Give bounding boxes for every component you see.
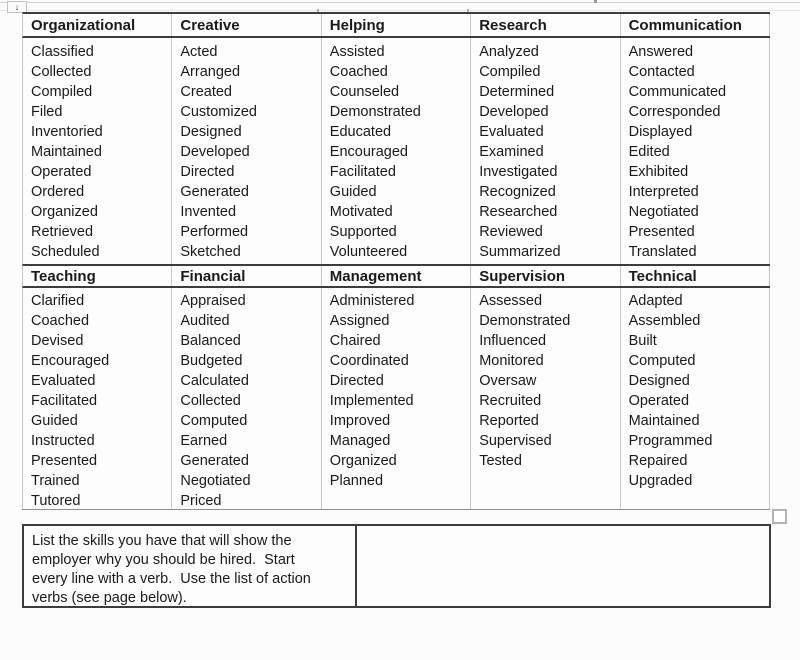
verb-item: Ordered [31, 184, 85, 200]
verb-item: Tutored [31, 493, 81, 509]
column-header-creative: Creative [172, 14, 321, 36]
verb-list-organizational [23, 38, 172, 264]
verb-item: Collected [180, 393, 241, 409]
verb-item: Researched [479, 204, 558, 220]
verb-item: Assigned [329, 313, 390, 329]
verb-item: Collected [31, 64, 92, 80]
verb-list-research [471, 38, 620, 264]
verb-item: Analyzed [479, 44, 539, 60]
down-arrow-icon: ↓ [14, 1, 20, 12]
verb-item: Exhibited [628, 164, 689, 180]
verb-item: Encouraged [31, 353, 110, 369]
verb-item: Displayed [628, 124, 693, 140]
verb-item: Translated [628, 244, 697, 260]
verb-item: Contacted [628, 64, 695, 80]
instruction-text-line: verbs (see page below). [32, 590, 187, 606]
verb-item: Encouraged [329, 144, 408, 160]
verb-item: Managed [329, 433, 391, 449]
verb-item: Clarified [31, 293, 85, 309]
action-verb-table [22, 12, 770, 510]
verb-list-management [322, 288, 471, 509]
verb-item: Motivated [329, 204, 393, 220]
verb-item: Facilitated [31, 393, 98, 409]
verb-list-supervision [471, 288, 620, 509]
verb-item: Presented [31, 453, 98, 469]
verb-item: Corresponded [628, 104, 721, 120]
verb-item: Sketched [180, 244, 241, 260]
verb-item: Designed [628, 373, 690, 389]
verb-item: Improved [329, 413, 391, 429]
verb-list-technical [621, 288, 770, 509]
verb-item: Organized [329, 453, 397, 469]
verb-item: Tested [479, 453, 522, 469]
verb-item: Calculated [180, 373, 249, 389]
verb-item: Generated [180, 453, 249, 469]
verb-item: Organized [31, 204, 98, 220]
verb-item: Coached [31, 313, 90, 329]
verb-item: Developed [479, 104, 549, 120]
verb-item: Trained [31, 473, 80, 489]
verb-item: Influenced [479, 333, 547, 349]
column-header-financial: Financial [172, 266, 321, 286]
instruction-text-line: employer why you should be hired. Start [32, 552, 295, 568]
verb-table-body-row [22, 288, 770, 509]
verb-item: Summarized [479, 244, 561, 260]
verb-item: Assembled [628, 313, 701, 329]
column-header-organizational: Organizational [23, 14, 172, 36]
verb-item: Negotiated [628, 204, 699, 220]
ruler-bottom-edge [0, 2, 800, 3]
verb-item: Audited [180, 313, 230, 329]
verb-table-header-row [22, 12, 770, 38]
verb-item: Acted [180, 44, 218, 60]
verb-item: Guided [329, 184, 377, 200]
skills-instruction-cell [24, 526, 357, 606]
verb-item: Administered [329, 293, 415, 309]
verb-item: Computed [628, 353, 696, 369]
verb-item: Recognized [479, 184, 556, 200]
instruction-text-line: every line with a verb. Use the list of action [32, 571, 311, 587]
verb-list-helping [322, 38, 471, 264]
skills-instruction-table [22, 524, 771, 608]
verb-item: Assisted [329, 44, 385, 60]
verb-item: Built [628, 333, 657, 349]
verb-item: Programmed [628, 433, 713, 449]
verb-item: Priced [180, 493, 222, 509]
verb-item: Created [180, 84, 232, 100]
verb-item: Examined [479, 144, 544, 160]
verb-item: Oversaw [479, 373, 537, 389]
verb-item: Volunteered [329, 244, 408, 260]
verb-item: Implemented [329, 393, 414, 409]
verb-item: Assessed [479, 293, 543, 309]
verb-item: Earned [180, 433, 228, 449]
verb-item: Reported [479, 413, 539, 429]
verb-item: Presented [628, 224, 695, 240]
verb-item: Computed [180, 413, 248, 429]
verb-list-teaching [23, 288, 172, 509]
verb-item: Compiled [31, 84, 93, 100]
verb-item: Operated [31, 164, 92, 180]
instruction-text-line: List the skills you have that will show the [32, 533, 292, 549]
verb-item: Directed [329, 373, 384, 389]
verb-item: Facilitated [329, 164, 396, 180]
column-header-helping: Helping [322, 14, 471, 36]
verb-item: Inventoried [31, 124, 103, 140]
verb-item: Coached [329, 64, 388, 80]
verb-item: Determined [479, 84, 555, 100]
verb-item: Developed [180, 144, 250, 160]
verb-item: Evaluated [479, 124, 544, 140]
verb-item: Instructed [31, 433, 95, 449]
column-header-communication: Communication [621, 14, 770, 36]
verb-list-financial [172, 288, 321, 509]
verb-item: Classified [31, 44, 94, 60]
verb-item: Coordinated [329, 353, 409, 369]
verb-item: Supervised [479, 433, 552, 449]
verb-item: Interpreted [628, 184, 699, 200]
verb-item: Designed [180, 124, 242, 140]
column-header-teaching: Teaching [23, 266, 172, 286]
verb-item: Filed [31, 104, 63, 120]
verb-item: Scheduled [31, 244, 100, 260]
ruler-faint-line [0, 10, 800, 11]
verb-item: Communicated [628, 84, 727, 100]
verb-item: Negotiated [180, 473, 251, 489]
verb-item: Invented [180, 204, 237, 220]
verb-item: Customized [180, 104, 257, 120]
verb-item: Directed [180, 164, 235, 180]
verb-item: Edited [628, 144, 670, 160]
verb-item: Counseled [329, 84, 400, 100]
verb-item: Supported [329, 224, 397, 240]
verb-item: Planned [329, 473, 384, 489]
verb-item: Maintained [31, 144, 102, 160]
table-resize-handle[interactable] [772, 509, 787, 524]
verb-item: Demonstrated [479, 313, 571, 329]
verb-item: Recruited [479, 393, 542, 409]
column-header-technical: Technical [621, 266, 770, 286]
verb-item: Chaired [329, 333, 381, 349]
verb-list-communication [621, 38, 770, 264]
verb-item: Repaired [628, 453, 688, 469]
verb-item: Devised [31, 333, 84, 349]
verb-item: Answered [628, 44, 694, 60]
verb-list-creative [172, 38, 321, 264]
verb-item: Investigated [479, 164, 558, 180]
verb-item: Maintained [628, 413, 700, 429]
verb-item: Evaluated [31, 373, 96, 389]
verb-item: Appraised [180, 293, 246, 309]
verb-item: Monitored [479, 353, 544, 369]
column-header-supervision: Supervision [471, 266, 620, 286]
column-header-research: Research [471, 14, 620, 36]
verb-item: Demonstrated [329, 104, 421, 120]
verb-item: Adapted [628, 293, 683, 309]
verb-item: Generated [180, 184, 249, 200]
verb-item: Compiled [479, 64, 541, 80]
verb-table-body-row [22, 38, 770, 264]
verb-item: Guided [31, 413, 78, 429]
verb-item: Performed [180, 224, 249, 240]
verb-item: Arranged [180, 64, 241, 80]
verb-item: Upgraded [628, 473, 693, 489]
verb-item: Educated [329, 124, 392, 140]
verb-item: Reviewed [479, 224, 543, 240]
verb-item: Operated [628, 393, 690, 409]
verb-item: Retrieved [31, 224, 94, 240]
skills-entry-cell[interactable] [357, 526, 769, 606]
verb-item: Budgeted [180, 353, 243, 369]
column-header-management: Management [322, 266, 471, 286]
ruler-mark [594, 0, 597, 3]
verb-table-header-row [22, 264, 770, 288]
verb-item: Balanced [180, 333, 241, 349]
